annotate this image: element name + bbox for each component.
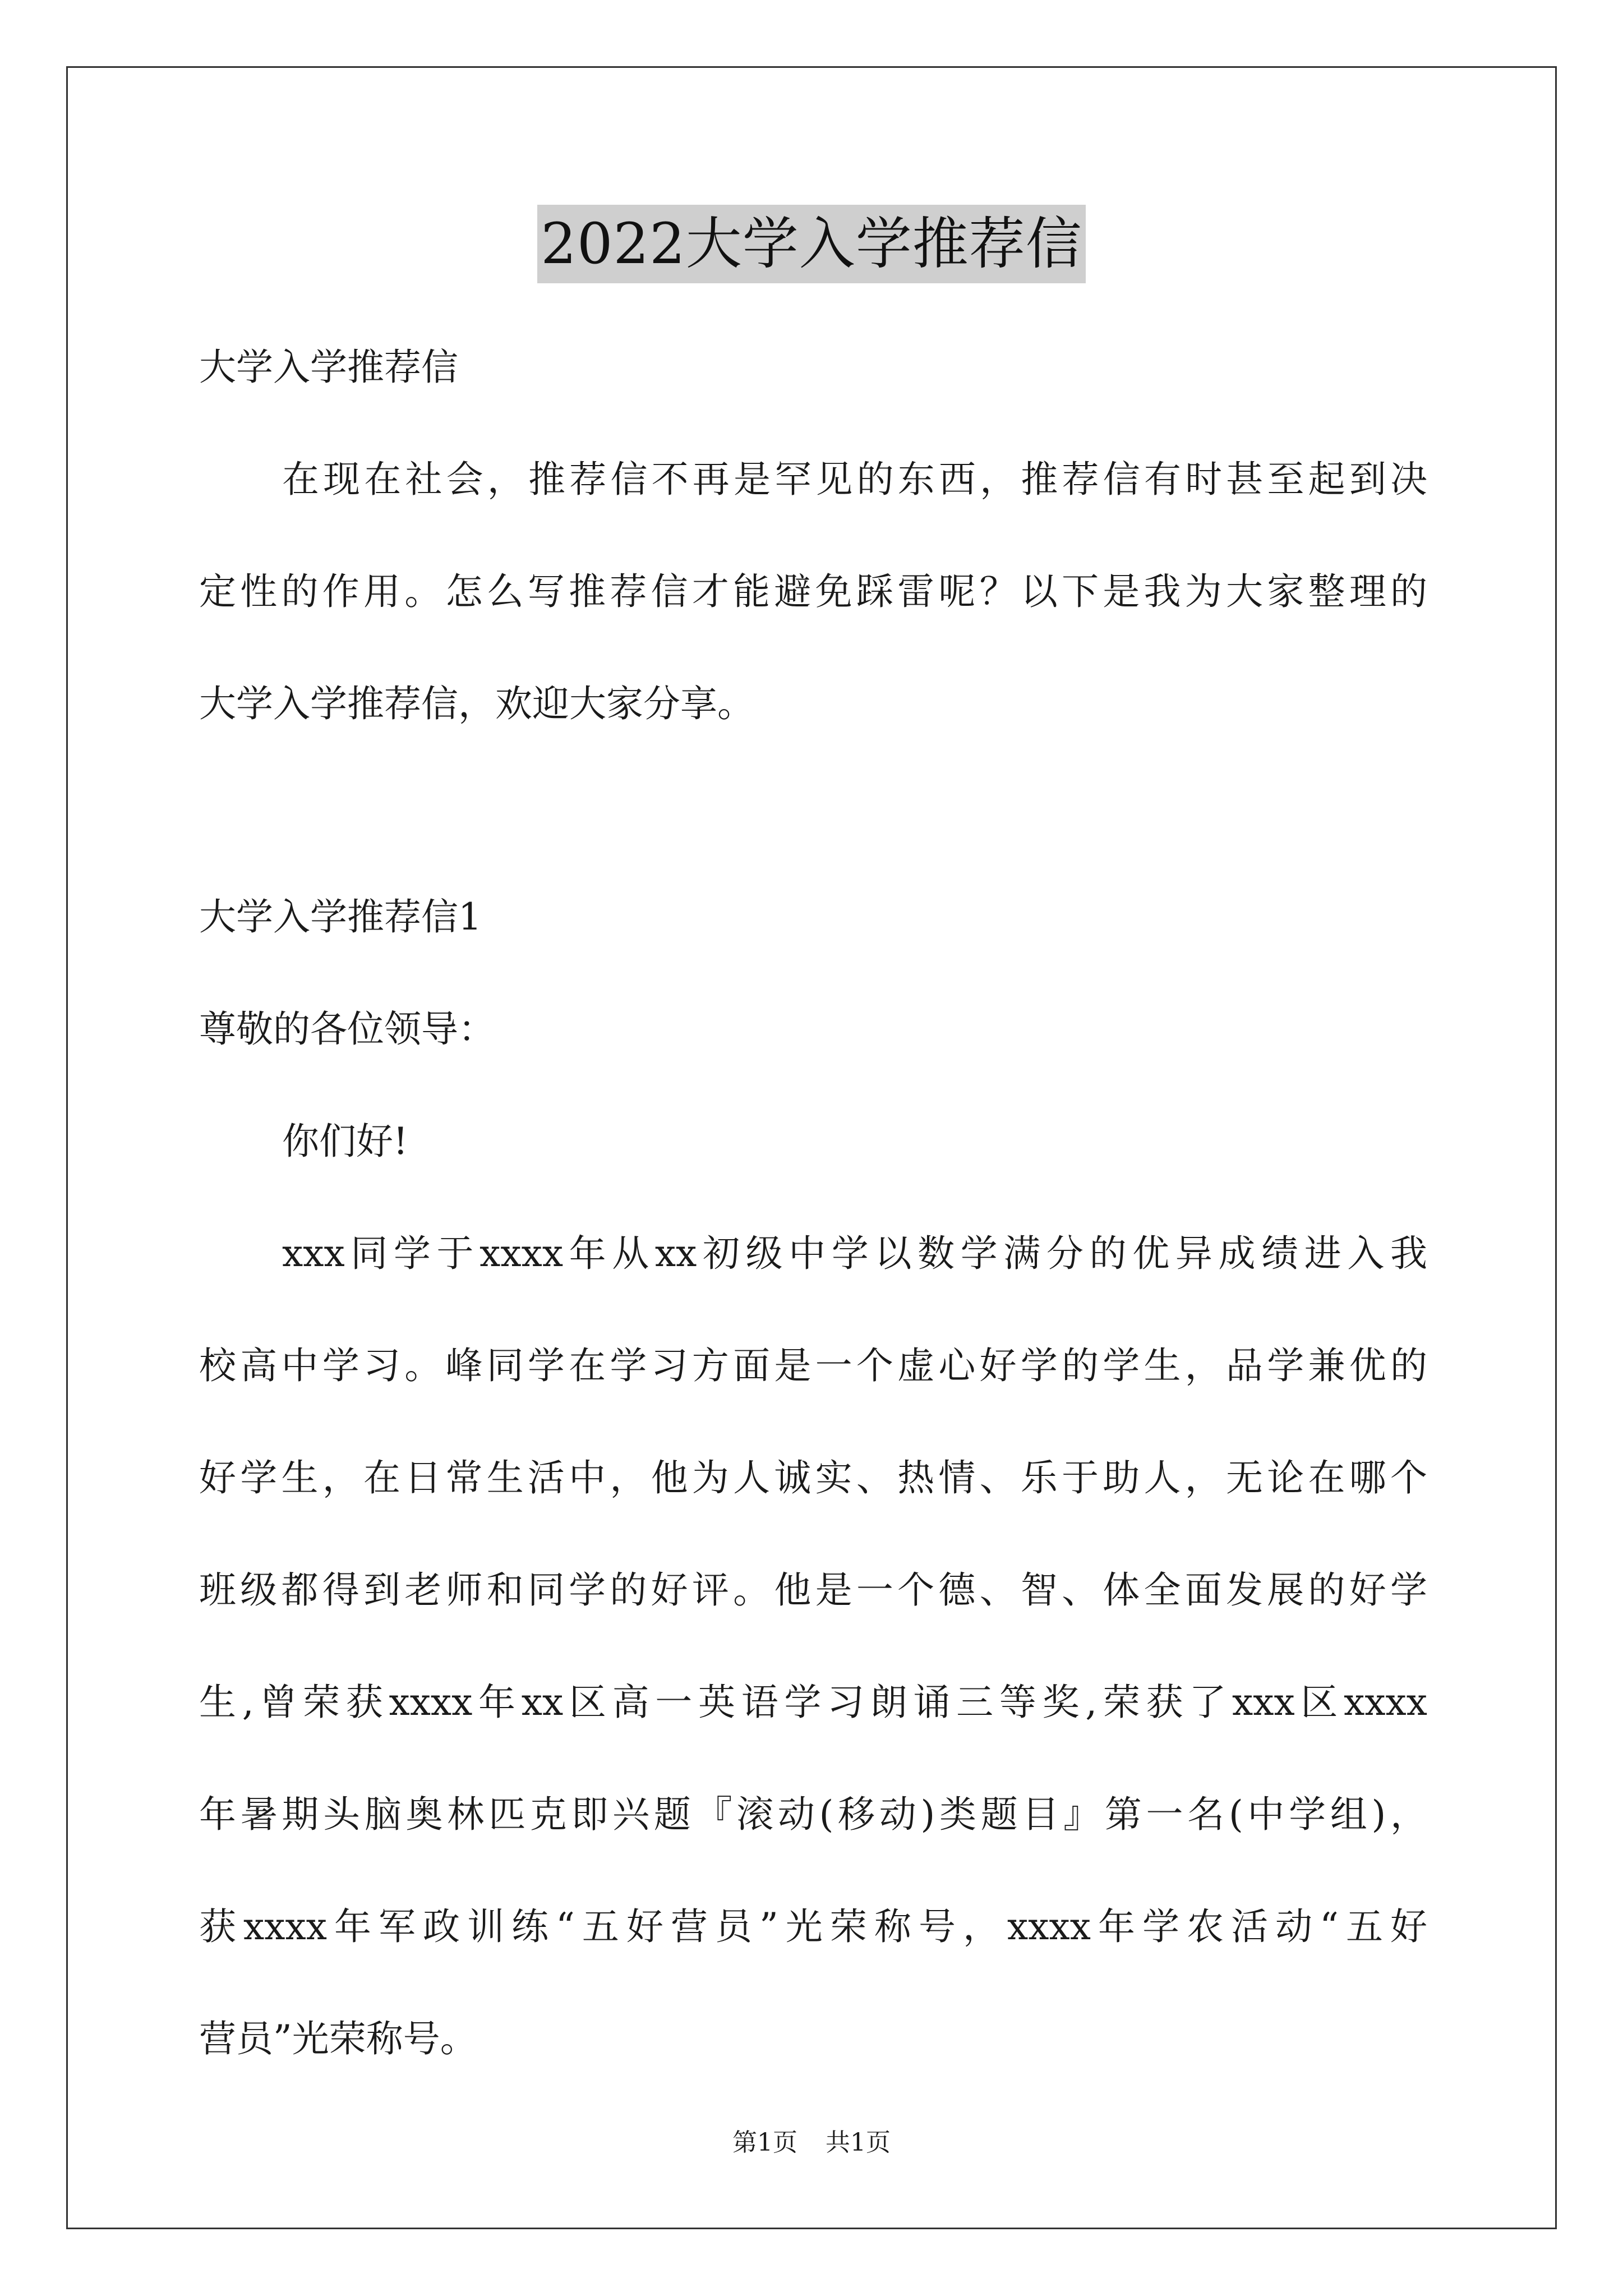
page-footer [0, 2126, 1623, 2160]
document-title: 2022大学入学推荐信 [537, 205, 1086, 283]
page-number: 第1页 [732, 2128, 797, 2157]
greeting: 你们好! [282, 1120, 408, 1163]
intro-line: 在现在社会，推荐信不再是罕见的东西，推荐信有时甚至起到决 [282, 458, 1427, 501]
title-area [0, 205, 1623, 283]
intro-line: 大学入学推荐信，欢迎大家分享。 [199, 682, 754, 725]
body-line: 班级都得到老师和同学的好评。他是一个德、智、体全面发展的好学 [199, 1568, 1427, 1612]
section-heading: 大学入学推荐信1 [199, 895, 482, 938]
body-line: 好学生，在日常生活中，他为人诚实、热情、乐于助人，无论在哪个 [199, 1456, 1427, 1499]
body-line: 年暑期头脑奥林匹克即兴题『滚动(移动)类题目』第一名(中学组)， [199, 1793, 1427, 1836]
document-body [199, 311, 1427, 2095]
body-line: 生,曾荣获xxxx年xx区高一英语学习朗诵三等奖,荣获了xxx区xxxx [199, 1681, 1427, 1724]
body-line: xxx同学于xxxx年从xx初级中学以数学满分的优异成绩进入我 [282, 1232, 1427, 1275]
subtitle: 大学入学推荐信 [199, 346, 458, 389]
body-line: 营员”光荣称号。 [199, 2017, 477, 2060]
body-line: 获xxxx年军政训练“五好营员”光荣称号，xxxx年学农活动“五好 [199, 1905, 1427, 1948]
intro-line: 定性的作用。怎么写推荐信才能避免踩雷呢？以下是我为大家整理的 [199, 570, 1427, 613]
body-line: 校高中学习。峰同学在学习方面是一个虚心好学的学生，品学兼优的 [199, 1344, 1427, 1387]
salutation: 尊敬的各位领导： [199, 1007, 495, 1051]
page-total: 共1页 [826, 2128, 891, 2157]
